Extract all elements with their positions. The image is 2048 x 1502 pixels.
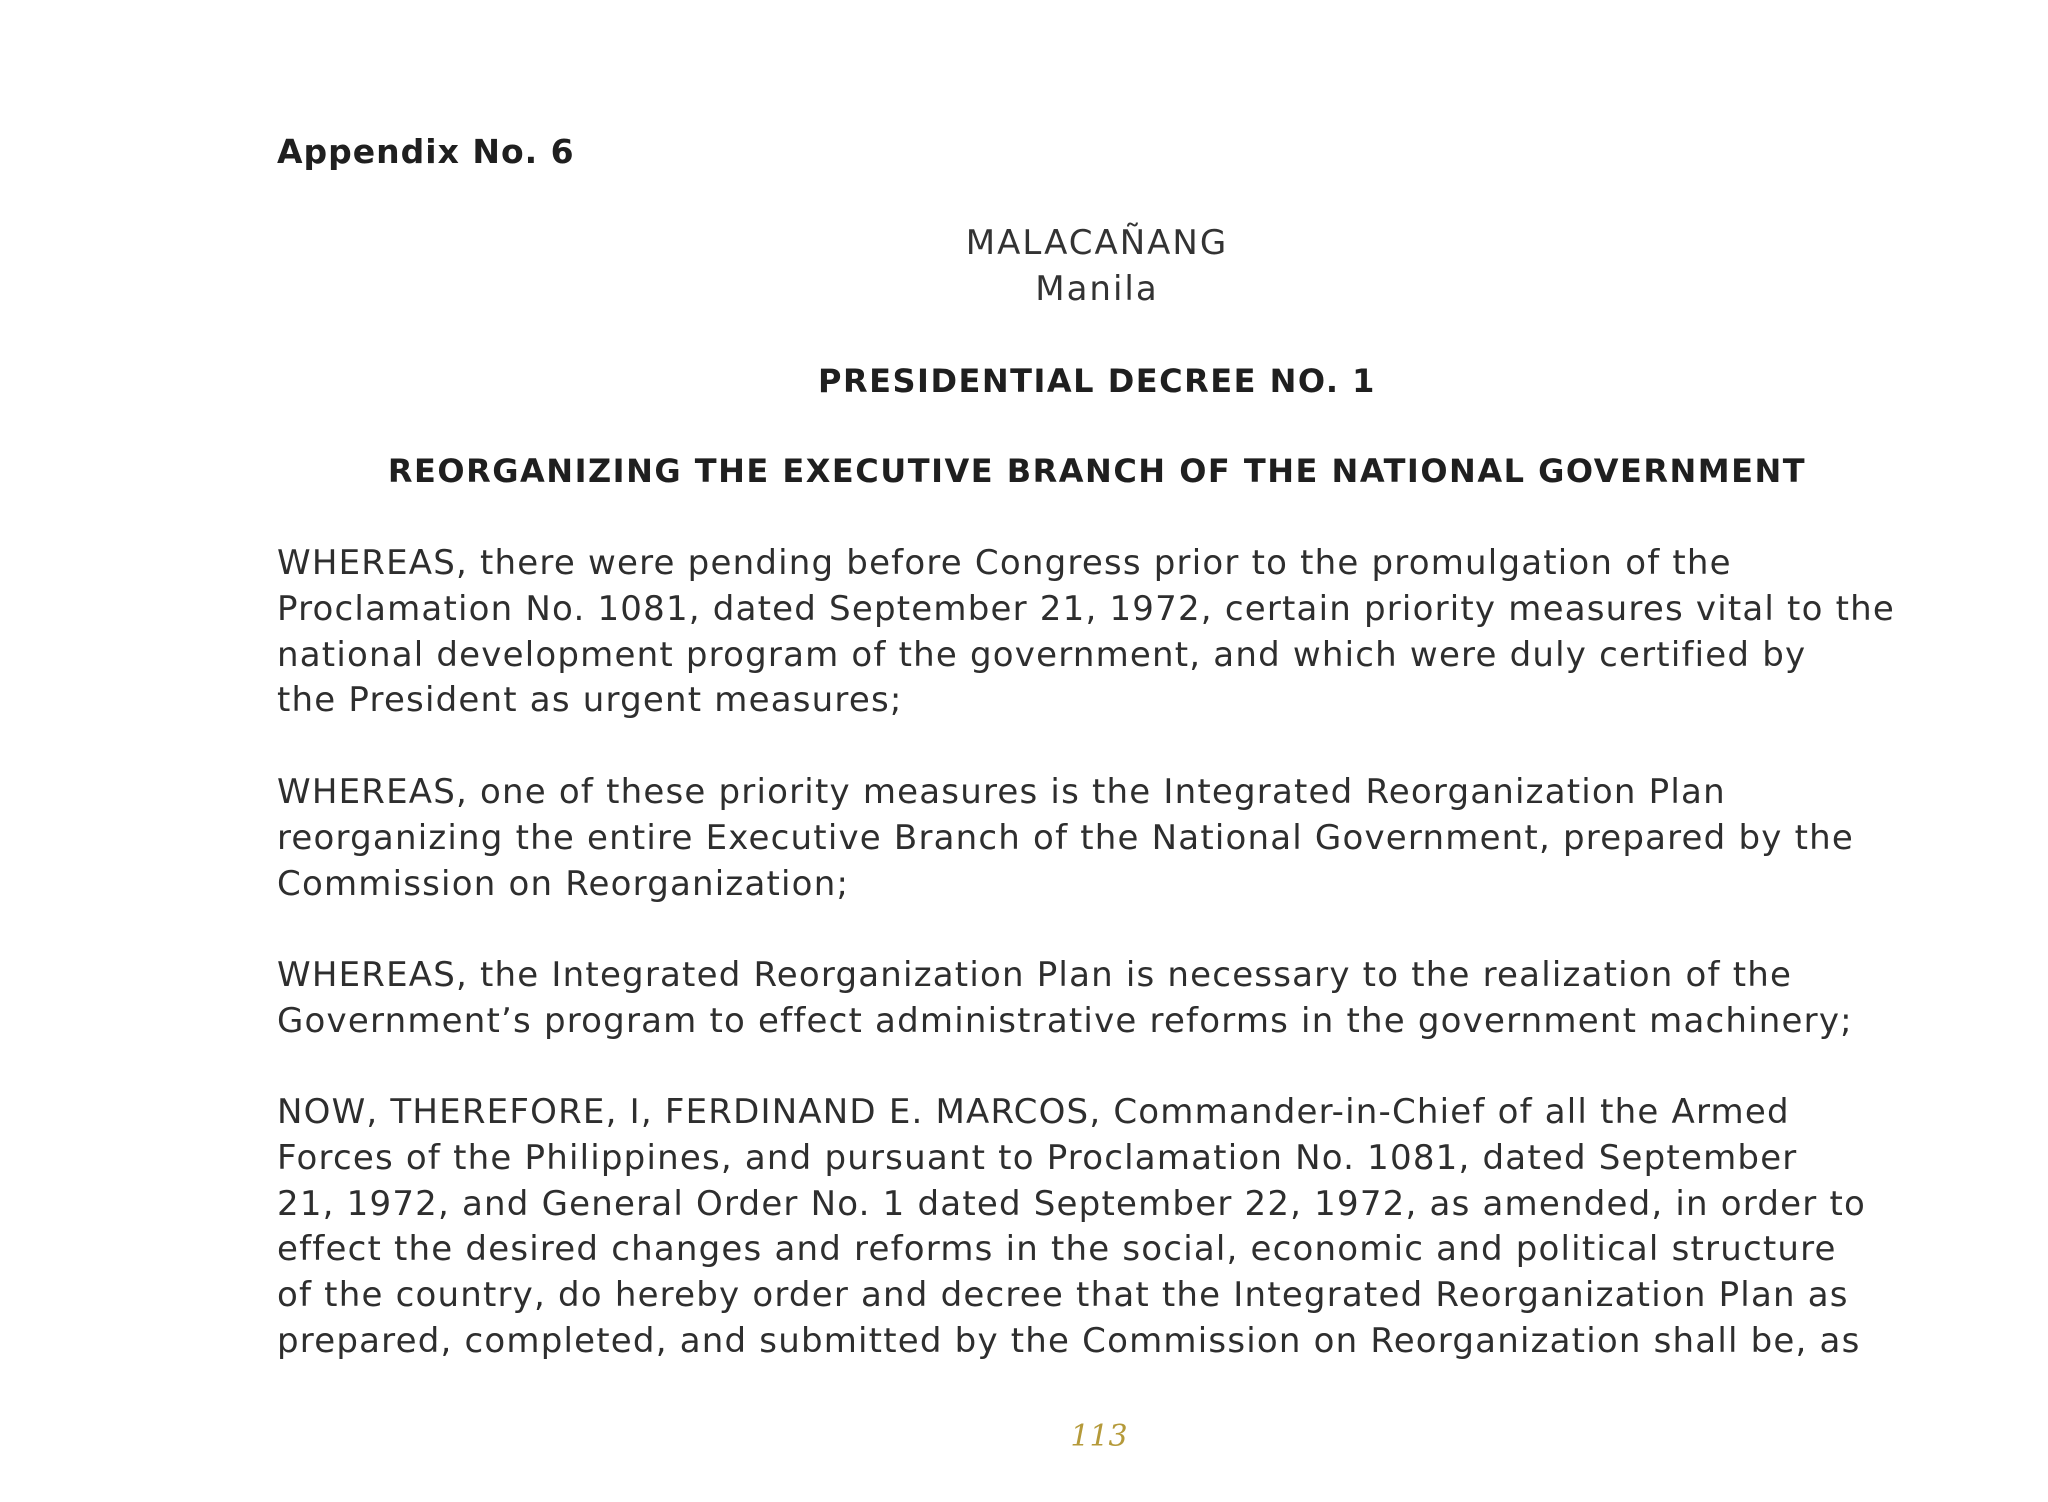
office-name: MALACAÑANG (965, 223, 1229, 263)
paragraph-line: national development program of the government, and which were duly certified by (277, 634, 1807, 675)
paragraph-line: 21, 1972, and General Order No. 1 dated September 22, 1972, as amended, in order to (277, 1183, 1867, 1224)
paragraph-line: effect the desired changes and reforms in the social, economic and political structure (277, 1229, 1837, 1270)
page-number: 113 (1070, 1419, 1128, 1454)
paragraph-line: NOW, THEREFORE, I, FERDINAND E. MARCOS, Commander-in-Chief of all the Armed (277, 1092, 1790, 1132)
paragraph-line: reorganizing the entire Executive Branch of the National Government, prepared by the (277, 817, 1854, 858)
paragraph-line: the President as urgent measures; (277, 680, 903, 721)
paragraph-line: of the country, do hereby order and decree that the Integrated Reorganization Plan as (277, 1275, 1849, 1316)
paragraph-line: Forces of the Philippines, and pursuant to Proclamation No. 1081, dated September (277, 1137, 1798, 1178)
issuing-office (277, 220, 1917, 312)
paragraph-now-therefore (277, 1090, 1917, 1365)
paragraph-line: WHEREAS, the Integrated Reorganization Plan is necessary to the realization of the (277, 955, 1793, 995)
paragraph-whereas-3 (277, 953, 1917, 1045)
appendix-label: Appendix No. 6 (277, 132, 575, 171)
decree-subtitle: REORGANIZING THE EXECUTIVE BRANCH OF THE NATIONAL GOVERNMENT (387, 452, 1807, 490)
paragraph-whereas-1 (277, 541, 1917, 724)
paragraph-line: WHEREAS, there were pending before Congress prior to the promulgation of the (277, 543, 1732, 583)
paragraph-line: prepared, completed, and submitted by the Commission on Reorganization shall be, as (277, 1320, 1861, 1361)
paragraph-line: Commission on Reorganization; (277, 863, 850, 904)
paragraph-line: Proclamation No. 1081, dated September 21, 1972, certain priority measures vital to the (277, 588, 1895, 629)
paragraph-line: WHEREAS, one of these priority measures is the Integrated Reorganization Plan (277, 772, 1726, 812)
office-city: Manila (1035, 269, 1159, 309)
paragraph-line: Government’s program to effect administrative reforms in the government machinery; (277, 1000, 1853, 1041)
decree-title: PRESIDENTIAL DECREE NO. 1 (818, 362, 1376, 400)
paragraph-whereas-2 (277, 770, 1917, 907)
